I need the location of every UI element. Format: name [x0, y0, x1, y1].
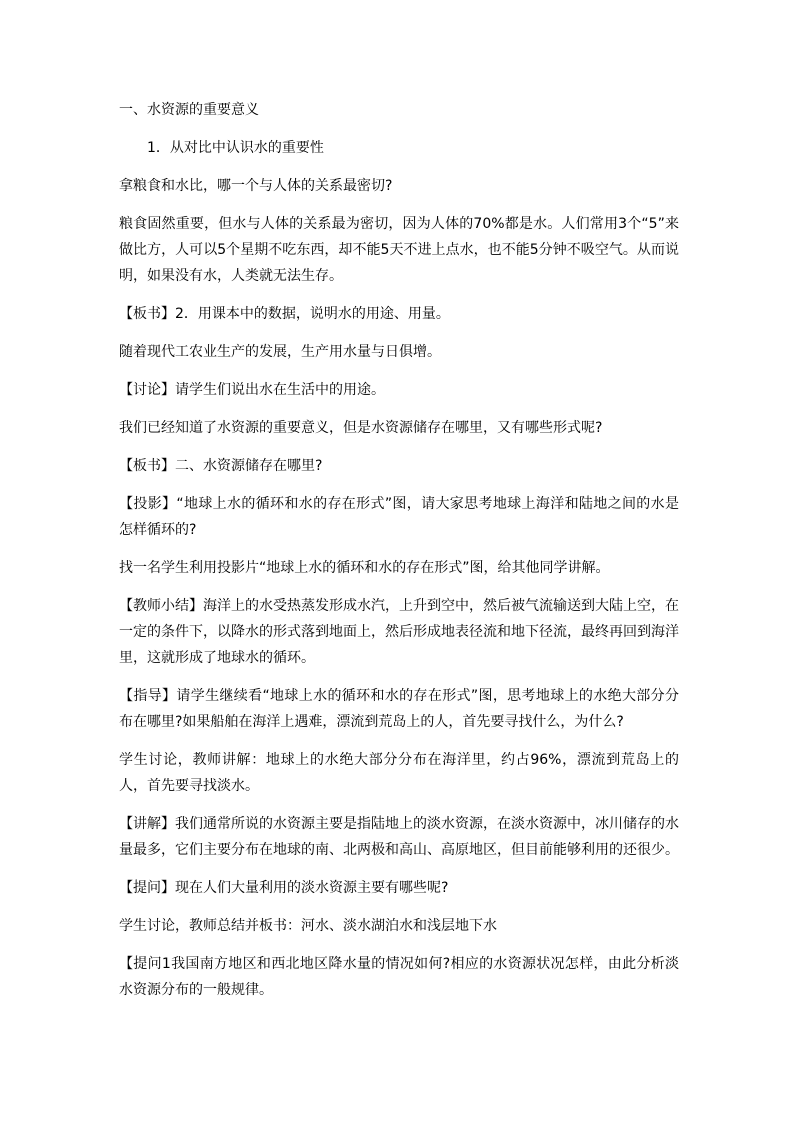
paragraph-teacher-summary: 【教师小结】海洋上的水受热蒸发形成水汽，上升到空中，然后被气流输送到大陆上空，在一定的条件下，以降水的形式落到地面上，然后形成地表径流和地下径流，最终再回到海洋里，这就形成了地球水的循环。 [119, 598, 679, 666]
paragraph-projection: 【投影】“地球上水的循环和水的存在形式”图，请大家思考地球上海洋和陆地之间的水是怎样循环的? [119, 496, 679, 538]
paragraph-water-importance: 粮食固然重要，但水与人体的关系最为密切，因为人体的70%都是水。人们常用3个“5”来做比方，人可以5个星期不吃东西，却不能5天不进上点水，也不能5分钟不吸空气。从而说明，如果没有水，人类就无法生存。 [119, 216, 679, 284]
paragraph-discussion: 【讨论】请学生们说出水在生活中的用途。 [119, 382, 385, 398]
paragraph-question-regions: 【提问1我国南方地区和西北地区降水量的情况如何?相应的水资源状况怎样，由此分析淡水资源分布的一般规律。 [119, 956, 679, 998]
section-heading-1: 一、水资源的重要意义 [119, 102, 259, 118]
paragraph-explanation: 【讲解】我们通常所说的水资源主要是指陆地上的淡水资源，在淡水资源中，冰川储存的水量最多，它们主要分布在地球的南、北两极和高山、高原地区，但目前能够利用的还很少。 [119, 816, 679, 858]
paragraph-student-discussion-2: 学生讨论，教师总结并板书：河水、淡水湖泊水和浅层地下水 [119, 918, 497, 934]
paragraph-student-discussion-1: 学生讨论，教师讲解：地球上的水绝大部分分布在海洋里，约占96%，漂流到荒岛上的人，首先要寻找淡水。 [119, 752, 679, 794]
paragraph-question-food-water: 拿粮食和水比，哪一个与人体的关系最密切? [119, 178, 393, 194]
document-body [119, 97, 679, 1015]
paragraph-question-freshwater: 【提问】现在人们大量利用的淡水资源主要有哪些呢? [119, 880, 449, 896]
paragraph-board-2: 【板书】2．用课本中的数据，说明水的用途、用量。 [119, 306, 450, 322]
paragraph-transition: 我们已经知道了水资源的重要意义，但是水资源储存在哪里，又有哪些形式呢? [119, 420, 603, 436]
subsection-heading-1: 1．从对比中认识水的重要性 [147, 140, 324, 156]
paragraph-board-section-2: 【板书】二、水资源储存在哪里? [119, 458, 323, 474]
paragraph-production-water: 随着现代工农业生产的发展，生产用水量与日俱增。 [119, 344, 441, 360]
paragraph-guidance: 【指导】请学生继续看“地球上水的循环和水的存在形式”图，思考地球上的水绝大部分分布在哪里?如果船舶在海洋上遇难，漂流到荒岛上的人，首先要寻找什么，为什么? [119, 688, 679, 730]
paragraph-student-explain: 找一名学生利用投影片“地球上水的循环和水的存在形式”图，给其他同学讲解。 [119, 560, 610, 576]
